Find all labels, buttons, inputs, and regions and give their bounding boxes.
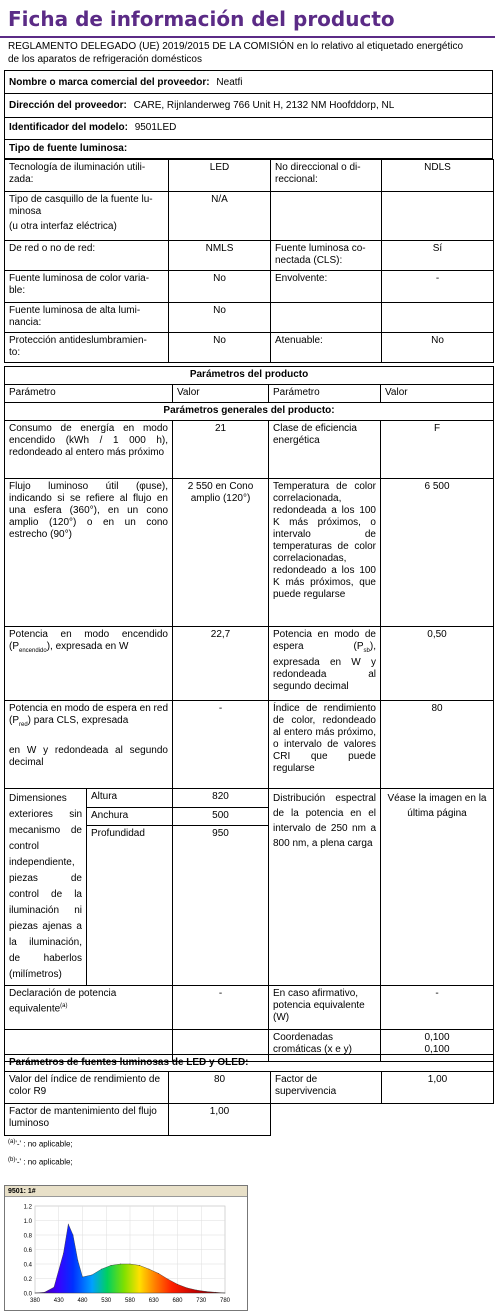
regulation-line-2: de los aparatos de refrigeración domésticos	[8, 54, 202, 65]
spectrum-point	[35, 1293, 36, 1294]
pot-sb-value: 0,50	[381, 627, 494, 701]
r9-label: Valor del índice de rendimiento de color R9	[5, 1072, 169, 1104]
type-label: to:	[9, 347, 21, 358]
spectrum-point	[101, 1269, 102, 1270]
superv-label: Factor de supervivencia	[271, 1072, 382, 1104]
type-label: nectada (CLS):	[275, 255, 343, 266]
supplier-address-label: Dirección del proveedor:	[9, 100, 127, 111]
y-tick-label: 0.0	[23, 1291, 32, 1298]
pot-on-value: 22,7	[173, 627, 269, 701]
pot-on-sub: encendido	[19, 648, 47, 654]
type-row	[5, 241, 494, 271]
spectrum-point	[68, 1224, 69, 1225]
chart-title: 9501: 1#	[5, 1186, 247, 1197]
footnote-a-sup: (a)	[8, 1139, 16, 1145]
decl-label	[5, 986, 173, 1030]
altura-value: 820	[173, 789, 269, 808]
x-tick-label: 580	[124, 1298, 136, 1304]
dims-label: Dimensiones exteriores sin mecanismo de control independiente, piezas de control de la iluminación ni piezas ajenas a la iluminación, de haberlos (milímetros)	[5, 789, 87, 986]
x-tick-label: 680	[172, 1298, 183, 1304]
spectrum-point	[92, 1275, 93, 1276]
spectrum-point	[77, 1260, 78, 1261]
empty-cell	[382, 1104, 494, 1136]
led-table	[4, 1054, 494, 1136]
pot-sb-b: ), expresada en W y redondeada al segundo decimal	[273, 641, 376, 692]
prof-value: 950	[173, 826, 269, 986]
regulation-text	[8, 40, 492, 66]
model-row	[4, 118, 493, 140]
decl-value: -	[173, 986, 269, 1030]
spectrum-point	[187, 1288, 188, 1289]
y-tick-label: 1.0	[23, 1219, 32, 1225]
type-value	[382, 303, 494, 333]
dist-label: Distribución espectral de la potencia en el intervalo de 250 nm a 800 nm, a plena carga	[269, 789, 381, 986]
clase-label: Clase de eficiencia energética	[269, 421, 381, 479]
params-table	[4, 366, 494, 1062]
pot-red-value: -	[173, 701, 269, 789]
afirm-value: -	[381, 986, 494, 1030]
type-value: No	[169, 303, 271, 333]
type-label: Envolvente:	[271, 271, 382, 303]
flujo-label	[5, 479, 173, 627]
type-label: De red o no de red:	[9, 243, 96, 254]
supplier-name-label: Nombre o marca comercial del proveedor:	[9, 77, 210, 88]
consumo-value: 21	[173, 421, 269, 479]
type-row	[5, 303, 494, 333]
col-value: Valor	[381, 385, 494, 403]
type-label: reccional:	[275, 174, 318, 185]
spectrum-point	[177, 1284, 178, 1285]
x-tick-label: 730	[196, 1298, 207, 1304]
type-label: Tipo de casquillo de la fuente lu-	[9, 194, 153, 205]
type-row	[5, 192, 494, 241]
type-value: N/A	[169, 192, 271, 241]
general-title: Parámetros generales del producto:	[5, 403, 494, 421]
pot-red-c: en W y redondeada al segundo decimal	[9, 745, 168, 768]
altura-label: Altura	[87, 789, 173, 808]
flujo-label-b: use), indicando si se refiere al flujo en una esfera (360°), en un cono amplio (120°) o en un cono estrecho (90°)	[9, 481, 168, 540]
footnote-b-text: '-' : no aplicable;	[15, 1157, 73, 1167]
type-label: ble:	[9, 285, 26, 296]
footnote-b	[8, 1155, 73, 1168]
x-tick-label: 430	[53, 1298, 64, 1304]
spectrum-point	[168, 1279, 169, 1280]
supplier-name-row	[4, 70, 493, 94]
model-value: 9501LED	[134, 122, 177, 133]
coord-y: 0,100	[424, 1044, 450, 1055]
type-label: minosa	[9, 206, 42, 217]
footnote-a-text: '-' : no aplicable;	[15, 1139, 73, 1149]
params-section-title: Parámetros del producto	[5, 367, 494, 385]
type-label: No direccional o di-	[275, 162, 361, 173]
type-row	[5, 333, 494, 363]
type-label: Fuente luminosa de alta lumi-	[9, 305, 141, 316]
anchura-value: 500	[173, 807, 269, 826]
spectrum-point	[149, 1269, 150, 1270]
flujo-label-a: Flujo luminoso útil (	[9, 481, 140, 492]
type-label	[271, 192, 382, 241]
col-param: Parámetro	[5, 385, 173, 403]
consumo-label: Consumo de energía en modo encendido (kWh / 1 000 h), redondeado al entero más próximo	[5, 421, 173, 479]
supplier-name-value: Neatfi	[216, 77, 243, 88]
mant-label: Factor de mantenimiento del flujo luminoso	[5, 1104, 169, 1136]
superv-value: 1,00	[382, 1072, 494, 1104]
temp-label: Temperatura de color correlacionada, redondeada a los 100 K más próximos, o intervalo de temperaturas de color correlacionadas, redondeado a los 100 K más próximos, que puede regularse	[269, 479, 381, 627]
model-label: Identificador del modelo:	[9, 122, 128, 133]
pot-sb-label	[269, 627, 381, 701]
supplier-address-value: CARE, Rijnlanderweg 766 Unit H, 2132 NM Hoofddorp, NL	[133, 100, 395, 111]
pot-red-label	[5, 701, 173, 789]
spectrum-point	[196, 1290, 197, 1291]
type-label	[271, 303, 382, 333]
type-label: (u otra interfaz eléctrica)	[9, 221, 117, 232]
title-rule	[0, 36, 495, 38]
anchura-label: Anchura	[87, 807, 173, 826]
x-tick-label: 480	[77, 1298, 88, 1304]
prof-label: Profundidad	[87, 826, 173, 986]
decl-sup: (a)	[60, 1003, 68, 1009]
type-label: zada:	[9, 174, 34, 185]
x-tick-label: 380	[29, 1298, 41, 1304]
pot-red-a: Potencia en modo de espera en red (P	[9, 703, 168, 726]
spectrum-point	[215, 1292, 216, 1293]
spectrum-point	[120, 1264, 121, 1265]
col-value: Valor	[173, 385, 269, 403]
type-row	[5, 160, 494, 192]
afirm-label: En caso afirmativo, potencia equivalente (W)	[269, 986, 381, 1030]
footnote-a	[8, 1137, 73, 1150]
type-value: No	[382, 333, 494, 363]
spectrum-point	[225, 1293, 226, 1294]
type-value	[382, 192, 494, 241]
type-label: Tecnología de iluminación utili-	[9, 162, 146, 173]
cri-value: 80	[381, 701, 494, 789]
type-label: Fuente luminosa de color varia-	[9, 273, 150, 284]
pot-sb-sub: sb	[363, 648, 370, 654]
spectrum-point	[139, 1265, 140, 1266]
y-tick-label: 0.2	[23, 1277, 32, 1283]
spectrum-point	[73, 1235, 74, 1236]
type-title-row	[4, 140, 493, 159]
type-row	[5, 271, 494, 303]
empty-cell	[271, 1104, 382, 1136]
spectrum-point	[206, 1291, 207, 1292]
x-tick-label: 530	[101, 1298, 112, 1304]
type-title: Tipo de fuente luminosa:	[9, 143, 128, 154]
spectrum-point	[82, 1277, 83, 1278]
y-tick-label: 0.8	[23, 1233, 32, 1240]
type-label: Atenuable:	[271, 333, 382, 363]
y-tick-label: 0.6	[23, 1248, 32, 1254]
spectrum-svg	[5, 1198, 247, 1311]
y-tick-label: 0.4	[23, 1262, 32, 1269]
regulation-line-1: REGLAMENTO DELEGADO (UE) 2019/2015 DE LA COMISIÓN en lo relativo al etiquetado energético	[8, 41, 464, 52]
type-value: NDLS	[382, 160, 494, 192]
clase-value: F	[381, 421, 494, 479]
type-value: No	[169, 271, 271, 303]
r9-value: 80	[169, 1072, 271, 1104]
pot-on-b: ), expresada en W	[46, 641, 129, 652]
decl-label-a: Declaración de potencia equivalente	[9, 988, 117, 1015]
x-tick-label: 630	[148, 1298, 159, 1304]
spectrum-point	[130, 1264, 131, 1265]
flujo-value: 2 550 en Cono amplio (120°)	[173, 479, 269, 627]
pot-red-b: ) para CLS, expresada	[27, 715, 129, 726]
led-title: Parámetros de fuentes luminosas de LED y OLED:	[5, 1055, 494, 1072]
pot-on-a: Potencia en modo encendido (P	[9, 629, 168, 652]
pot-red-sub: red	[19, 722, 28, 728]
type-value: NMLS	[169, 241, 271, 271]
dist-value: Véase la imagen en la última página	[381, 789, 494, 986]
flujo-phi: φ	[139, 481, 146, 492]
type-label: Protección antideslumbramien-	[9, 335, 147, 346]
spectrum-point	[111, 1265, 112, 1266]
type-value: Sí	[382, 241, 494, 271]
page-title: Ficha de información del producto	[8, 7, 395, 31]
type-label: nancia:	[9, 317, 42, 328]
type-label: Fuente luminosa co-	[275, 243, 366, 254]
spectrum-point	[54, 1287, 55, 1288]
col-param: Parámetro	[269, 385, 381, 403]
type-table	[4, 159, 494, 363]
x-tick-label: 780	[219, 1298, 231, 1304]
cri-label: Índice de rendimiento de color, redondeado al entero más próximo, o intervalo de valores CRI que puede regularse	[269, 701, 381, 789]
supplier-address-row	[4, 94, 493, 118]
type-value: No	[169, 333, 271, 363]
spectrum-point	[44, 1292, 45, 1293]
footnote-b-sup: (b)	[8, 1157, 16, 1163]
pot-sb-a: Potencia en modo de espera (P	[273, 629, 376, 652]
type-value: -	[382, 271, 494, 303]
spectrum-chart	[4, 1185, 248, 1311]
mant-value: 1,00	[169, 1104, 271, 1136]
pot-on-label	[5, 627, 173, 701]
coord-label: Coordenadas cromáticas (x e y)	[269, 1030, 381, 1062]
y-tick-label: 1.2	[23, 1204, 32, 1211]
spectrum-point	[158, 1273, 159, 1274]
coord-x: 0,100	[424, 1032, 450, 1043]
temp-value: 6 500	[381, 479, 494, 627]
spectrum-point	[63, 1253, 64, 1254]
type-value: LED	[169, 160, 271, 192]
